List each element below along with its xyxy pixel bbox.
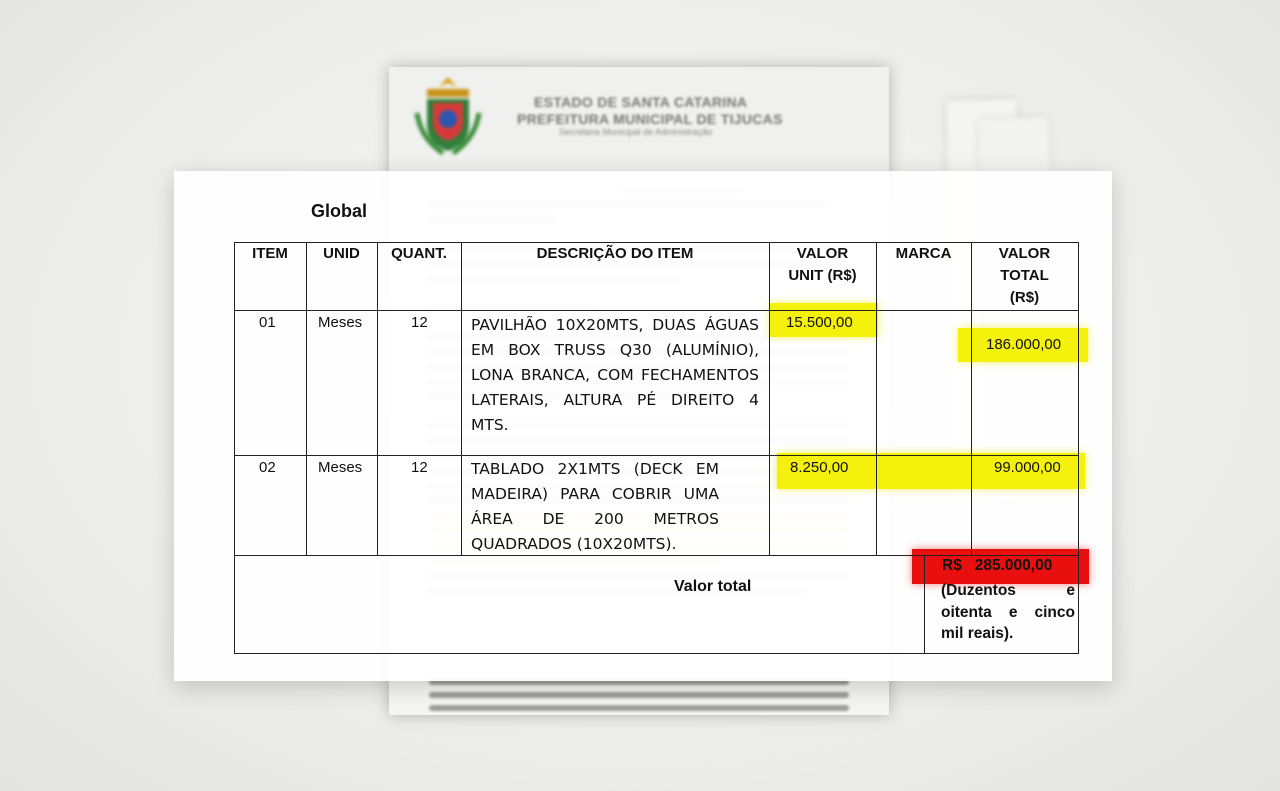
header-valor-total: TOTAL: [1000, 267, 1049, 284]
section-label: Global: [311, 201, 368, 221]
row-01-valor-unit: 15.500,00: [786, 314, 853, 331]
header-valor-total: VALOR: [998, 245, 1051, 262]
header-valor-unit: UNIT (R$): [788, 267, 857, 284]
header-unid: UNID: [323, 245, 360, 262]
header-descricao: DESCRIÇÃO DO ITEM: [536, 245, 694, 262]
valor-total-extenso: (Duzentos e oitenta e cinco mil reais).: [941, 582, 1075, 642]
row-02-valor-unit: 8.250,00: [790, 459, 849, 476]
row-02-descricao: TABLADO 2X1MTS (DECK EM MADEIRA) PARA COBRIR UMA ÁREA DE 200 METROS QUADRADOS (10X20MTS).: [471, 460, 719, 553]
header-valor-total: (R$): [1009, 289, 1040, 306]
row-01-descricao: PAVILHÃO 10X20MTS, DUAS ÁGUAS EM BOX TRUSS Q30 (ALUMÍNIO), LONA BRANCA, COM FECHAMENTOS LATERAIS, ALTURA PÉ DIREITO 4 MTS.: [471, 316, 759, 434]
row-01-quant: 12: [411, 314, 428, 331]
valor-total-label: Valor total: [674, 578, 752, 595]
background-header-line: ESTADO DE SANTA CATARINA: [534, 94, 748, 110]
valor-total-amount: R$ 285.000,00: [942, 557, 1053, 574]
header-marca: MARCA: [895, 245, 952, 262]
row-02-quant: 12: [411, 459, 428, 476]
row-01-item: 01: [259, 314, 276, 331]
municipal-crest-icon: [413, 73, 483, 157]
background-body-text: [429, 679, 849, 715]
background-header-line: PREFEITURA MUNICIPAL DE TIJUCAS: [517, 111, 783, 127]
background-header-line: Secretaria Municipal de Administração: [559, 127, 713, 137]
row-02-item: 02: [259, 459, 276, 476]
row-02-valor-total: 99.000,00: [994, 459, 1061, 476]
header-item: ITEM: [252, 245, 288, 262]
header-quant: QUANT.: [391, 245, 447, 262]
row-01-unid: Meses: [318, 314, 363, 331]
header-valor-unit: VALOR: [796, 245, 849, 262]
row-02-unid: Meses: [318, 459, 363, 476]
row-01-valor-total: 186.000,00: [986, 336, 1062, 353]
